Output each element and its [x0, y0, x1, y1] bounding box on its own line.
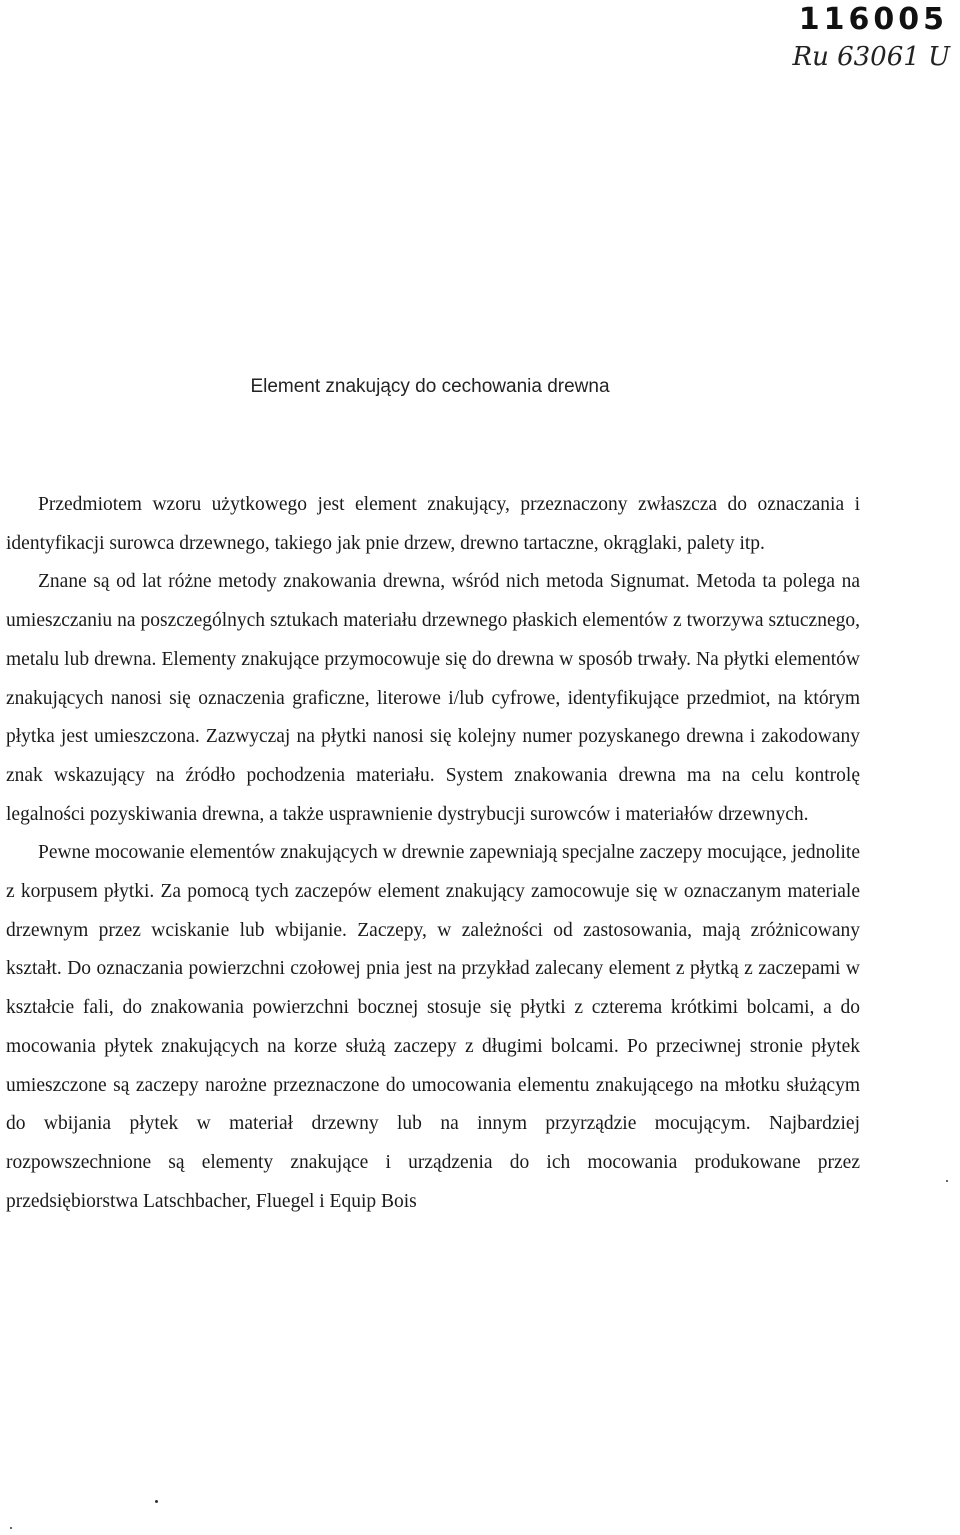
document-number: 116005 [798, 2, 948, 37]
paragraph-2: Znane są od lat różne metody znakowania drewna, wśród nich metoda Signumat. Metoda ta polega na umieszczaniu na poszczególnych sztukach materiału drzewnego płaskich elementów z tworzywa sztucznego, metalu lub drewna. Elementy znakujące przymocowuje się do drewna w sposób trwały. Na płytki elementów znakujących nanosi się oznaczenia graficzne, literowe i/lub cyfrowe, identyfikujące przedmiot, na którym płytka jest umieszczona. Zazwyczaj na płytki nanosi się kolejny numer pozyskanego drewna i zakodowany znak wskazujący na źródło pochodzenia materiału. System znakowania drewna ma na celu kontrolę legalności pozyskiwania drewna, a także usprawnienie dystrybucji surowców i materiałów drzewnych. [6, 571, 860, 825]
paragraph-3: Pewne mocowanie elementów znakujących w drewnie zapewniają specjalne zaczepy mocujące, jednolite z korpusem płytki. Za pomocą tych zaczepów element znakujący zamocowuje się w oznaczanym materiale drzewnym przez wciskanie lub wbijanie. Zaczepy, w zależności od zastosowania, mają zróżnicowany kształt. Do oznaczania powierzchni czołowej pnia jest na przykład zalecany element z płytką z zaczepami w kształcie fali, do znakowania powierzchni bocznej stosuje się płytki z czterema krótkimi bolcami, a do mocowania płytek znakujących na korze służą zaczepy z długimi bolcami. Po przeciwnej stronie płytek umieszczone są zaczepy narożne przeznaczone do umocowania elementu znakującego na młotku służącym do wbijania płytek w materiał drzewny lub na innym przyrządzie mocującym. Najbardziej rozpowszechnione są elementy znakujące i urządzenia do ich mocowania produkowane przez przedsiębiorstwa Latschbacher, Fluegel i Equip Bois [6, 842, 860, 1212]
handwritten-reference: Ru 63061 U [792, 42, 950, 72]
document-body [6, 486, 860, 1221]
paragraph-1: Przedmiotem wzoru użytkowego jest element znakujący, przeznaczony zwłaszcza do oznaczania i identyfikacji surowca drzewnego, takiego jak pnie drzew, drewno tartaczne, okrąglaki, palety itp. [6, 494, 860, 554]
document-title: Element znakujący do cechowania drewna [250, 376, 610, 397]
scan-speck [10, 1527, 12, 1529]
scan-speck [946, 1180, 948, 1182]
scan-speck [155, 1500, 158, 1503]
